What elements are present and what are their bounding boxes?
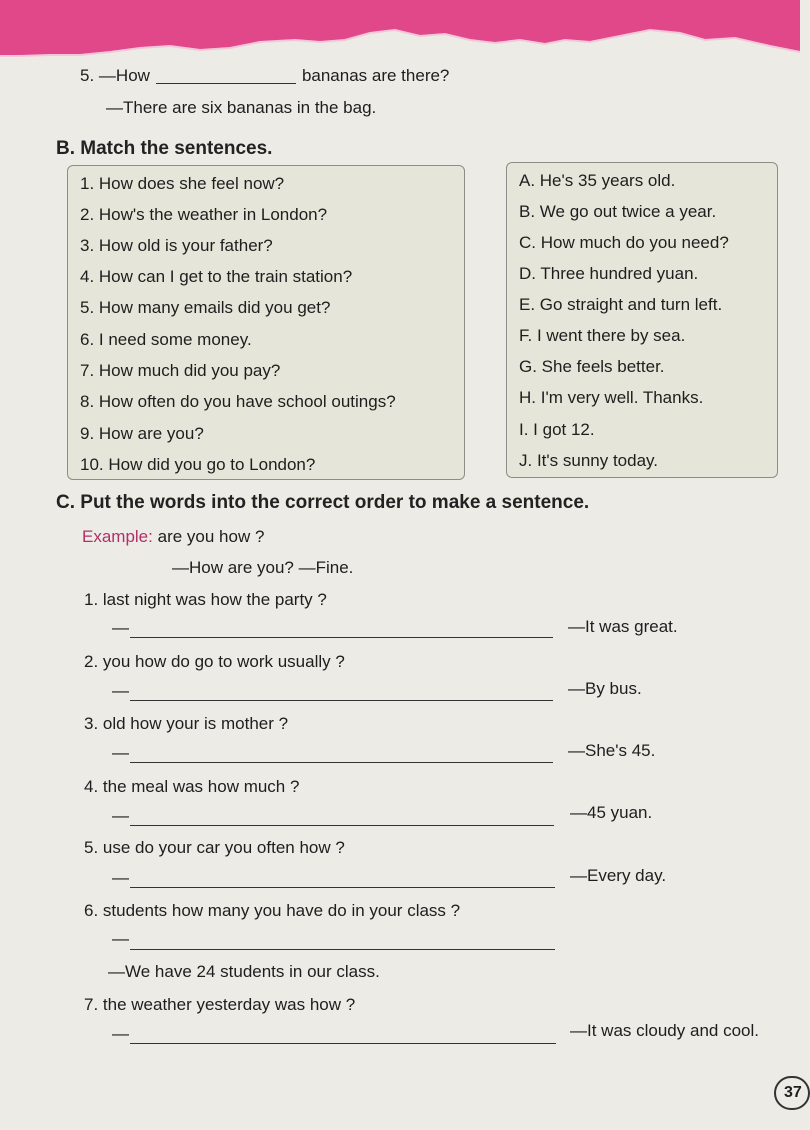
order-item-response: —Every day. (570, 866, 667, 885)
order-item-words: 4. the meal was how much ? (84, 777, 300, 796)
order-item-words: 2. you how do go to work usually ? (84, 652, 345, 671)
question-item: 1. How does she feel now? (80, 174, 285, 193)
answer-line[interactable] (130, 949, 555, 950)
answer-item: A. He's 35 years old. (519, 171, 676, 190)
answers-box (506, 162, 778, 478)
answer-line[interactable] (130, 637, 553, 638)
question-item: 9. How are you? (80, 424, 204, 443)
order-item-words: 5. use do your car you often how ? (84, 838, 345, 857)
order-item-response: —By bus. (568, 679, 642, 698)
page-number: 37 (774, 1076, 810, 1110)
question-item: 7. How much did you pay? (80, 361, 281, 380)
answer-item: I. I got 12. (519, 420, 595, 439)
answer-dash: — (112, 868, 129, 887)
answer-item: H. I'm very well. Thanks. (519, 388, 704, 407)
order-item-words: 3. old how your is mother ? (84, 714, 289, 733)
answer-dash: — (112, 743, 129, 762)
answer-item: F. I went there by sea. (519, 326, 686, 345)
answer-item: J. It's sunny today. (519, 451, 658, 470)
section-c-title: C. Put the words into the correct order to make a sentence. (56, 492, 590, 513)
answer-item: G. She feels better. (519, 357, 665, 376)
order-item-words: 7. the weather yesterday was how ? (84, 995, 356, 1014)
questions-box (67, 165, 465, 480)
answer-dash: — (112, 806, 129, 825)
prev-question-after: bananas are there? (301, 66, 450, 85)
order-item-response: —45 yuan. (570, 803, 653, 822)
answer-item: B. We go out twice a year. (519, 202, 717, 221)
answer-item: C. How much do you need? (519, 233, 729, 252)
answer-dash: — (112, 1024, 129, 1043)
section-b-title: B. Match the sentences. (56, 138, 273, 159)
prev-question-num: 5. (80, 66, 95, 85)
question-item: 4. How can I get to the train station? (80, 267, 353, 286)
answer-line[interactable] (130, 825, 554, 826)
prev-question (80, 66, 449, 86)
question-item: 2. How's the weather in London? (80, 205, 328, 224)
answer-item: D. Three hundred yuan. (519, 264, 699, 283)
answer-dash: — (112, 681, 129, 700)
answer-dash: — (112, 929, 129, 948)
order-item-response: —It was cloudy and cool. (570, 1021, 759, 1040)
answer-line[interactable] (130, 762, 553, 763)
answer-line[interactable] (130, 887, 555, 888)
question-item: 3. How old is your father? (80, 236, 273, 255)
order-item-response: —She's 45. (568, 741, 656, 760)
prev-question-blank[interactable] (156, 67, 296, 84)
header-banner (0, 0, 800, 70)
answer-item: E. Go straight and turn left. (519, 295, 723, 314)
prev-question-answer: —There are six bananas in the bag. (106, 98, 377, 117)
order-item-response: —We have 24 students in our class. (108, 962, 380, 981)
order-item-words: 1. last night was how the party ? (84, 590, 327, 609)
answer-line[interactable] (130, 1043, 556, 1044)
question-item: 6. I need some money. (80, 330, 252, 349)
question-item: 5. How many emails did you get? (80, 298, 331, 317)
example-label: Example: (82, 527, 153, 546)
order-item-words: 6. students how many you have do in your class ? (84, 901, 461, 920)
example-answer: —How are you? —Fine. (172, 558, 354, 577)
example-line (82, 527, 264, 547)
answer-line[interactable] (130, 700, 553, 701)
example-words: are you how ? (157, 527, 265, 546)
order-item-response: —It was great. (568, 617, 678, 636)
prev-question-before: —How (98, 66, 150, 85)
question-item: 8. How often do you have school outings? (80, 392, 396, 411)
question-item: 10. How did you go to London? (80, 455, 316, 474)
answer-dash: — (112, 618, 129, 637)
